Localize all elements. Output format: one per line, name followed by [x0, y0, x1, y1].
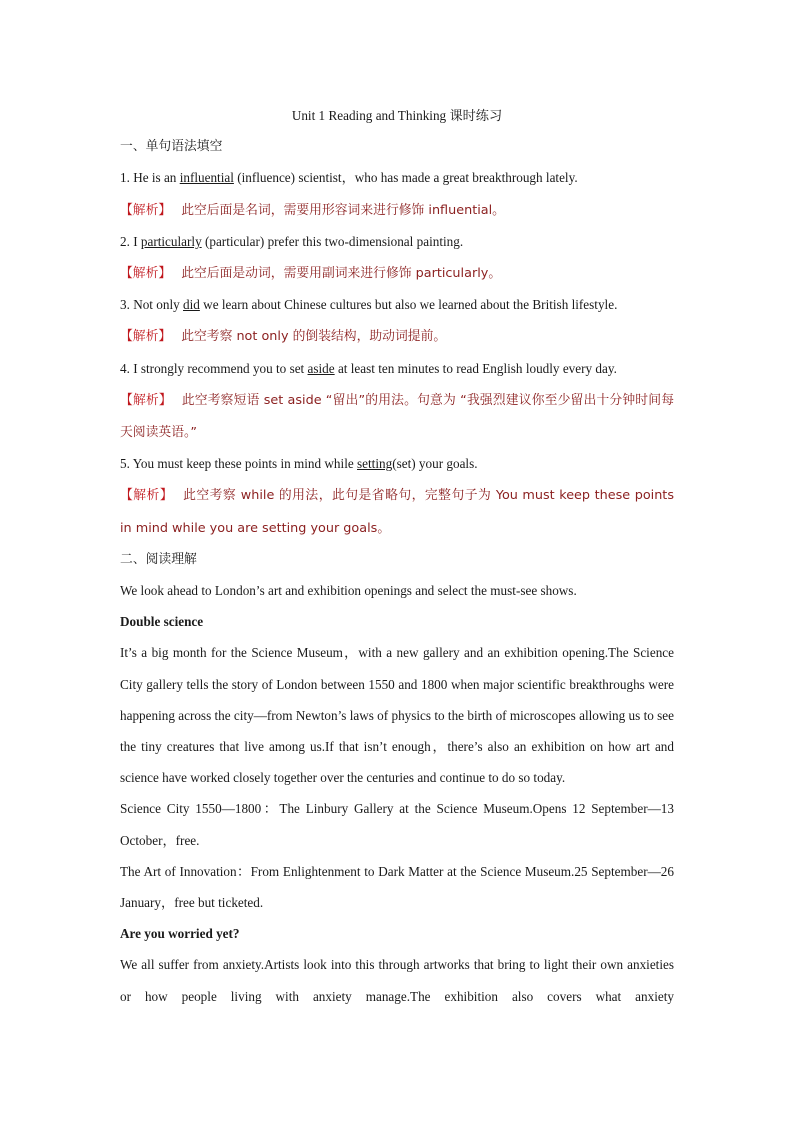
q1-text-post: (influence) scientist，who has made a great breakthrough lately.: [233, 170, 578, 186]
explanation-1: [120, 194, 674, 226]
explanation-tag: 【解析】: [120, 488, 174, 504]
article-heading-double-science: Double science: [120, 614, 204, 630]
article-paragraph-3: The Art of Innovation：From Enlightenment to Dark Matter at the Science Museum.25 September—26 January，free but ticketed.: [120, 863, 674, 911]
article-heading-worried: Are you worried yet?: [120, 926, 240, 942]
q3-text-pre: 3. Not only: [120, 297, 184, 313]
q2-text-pre: 2. I: [120, 233, 141, 249]
explanation-3-text: 此空考察 not only 的倒装结构，助动词提前。: [181, 329, 447, 345]
document-title: Unit 1 Reading and Thinking 课时练习: [291, 108, 503, 123]
q2-answer: particularly: [140, 233, 202, 249]
explanation-tag: 【解析】: [120, 392, 172, 408]
q4-text-post: at least ten minutes to read English loudly every day.: [334, 360, 617, 376]
question-2: [120, 226, 674, 257]
section-heading-grammar: 一、单句语法填空: [120, 139, 223, 155]
article-paragraph-4: We all suffer from anxiety.Artists look into this through artworks that bring to light their own anxieties or how people living with anxiety manage.The exhibition also covers what anxiety: [120, 957, 674, 1004]
explanation-5: [120, 479, 674, 543]
reading-intro: We look ahead to London’s art and exhibition openings and select the must-see shows.: [120, 583, 577, 599]
question-5: [120, 448, 674, 479]
question-1: [120, 162, 674, 193]
explanation-1-text: 此空后面是名词，需要用形容词来进行修饰 influential。: [181, 202, 505, 218]
q1-text-pre: 1. He is an: [120, 170, 180, 186]
q5-text-pre: 5. You must keep these points in mind while: [120, 456, 358, 472]
explanation-2: [120, 257, 674, 289]
q4-answer: aside: [307, 360, 335, 376]
q4-text-pre: 4. I strongly recommend you to set: [120, 360, 308, 376]
article-paragraph-1: It’s a big month for the Science Museum，with a new gallery and an exhibition opening.The Science City gallery tells the story of London between 1550 and 1800 when major scientific breakthroughs were happening across the city—from Newton’s laws of physics to the birth of microscopes allowing us to see the tiny creatures that live among us.If that isn’t enough，there’s also an exhibition on how art and science have worked closely together over the centuries and continue to do so today.: [120, 645, 674, 786]
explanation-5-text: 此空考察 while 的用法，此句是省略句，完整句子为 You must keep these points in mind while you are setting your goals。: [120, 488, 674, 536]
explanation-2-text: 此空后面是动词，需要用副词来进行修饰 particularly。: [181, 266, 502, 282]
article-paragraph-2: Science City 1550—1800：The Linbury Gallery at the Science Museum.Opens 12 September—13 October，free.: [120, 801, 674, 848]
q3-answer: did: [183, 297, 200, 313]
question-3: [120, 289, 674, 320]
explanation-tag: 【解析】: [120, 266, 172, 282]
q3-text-post: we learn about Chinese cultures but also we learned about the British lifestyle.: [199, 297, 618, 313]
explanation-3: [120, 320, 674, 352]
explanation-tag: 【解析】: [120, 329, 172, 345]
explanation-tag: 【解析】: [120, 202, 172, 218]
explanation-4: [120, 384, 674, 448]
q2-text-post: (particular) prefer this two-dimensional painting.: [201, 233, 464, 249]
document-page: [120, 100, 674, 1012]
q5-text-post: (set) your goals.: [392, 456, 478, 472]
q1-answer: influential: [179, 170, 234, 186]
question-4: [120, 353, 674, 384]
explanation-4-text: 此空考察短语 set aside “留出”的用法。句意为 “我强烈建议你至少留出十分钟时间每天阅读英语。”: [120, 392, 675, 441]
q5-answer: setting: [357, 456, 393, 472]
section-heading-reading: 二、阅读理解: [120, 551, 197, 567]
